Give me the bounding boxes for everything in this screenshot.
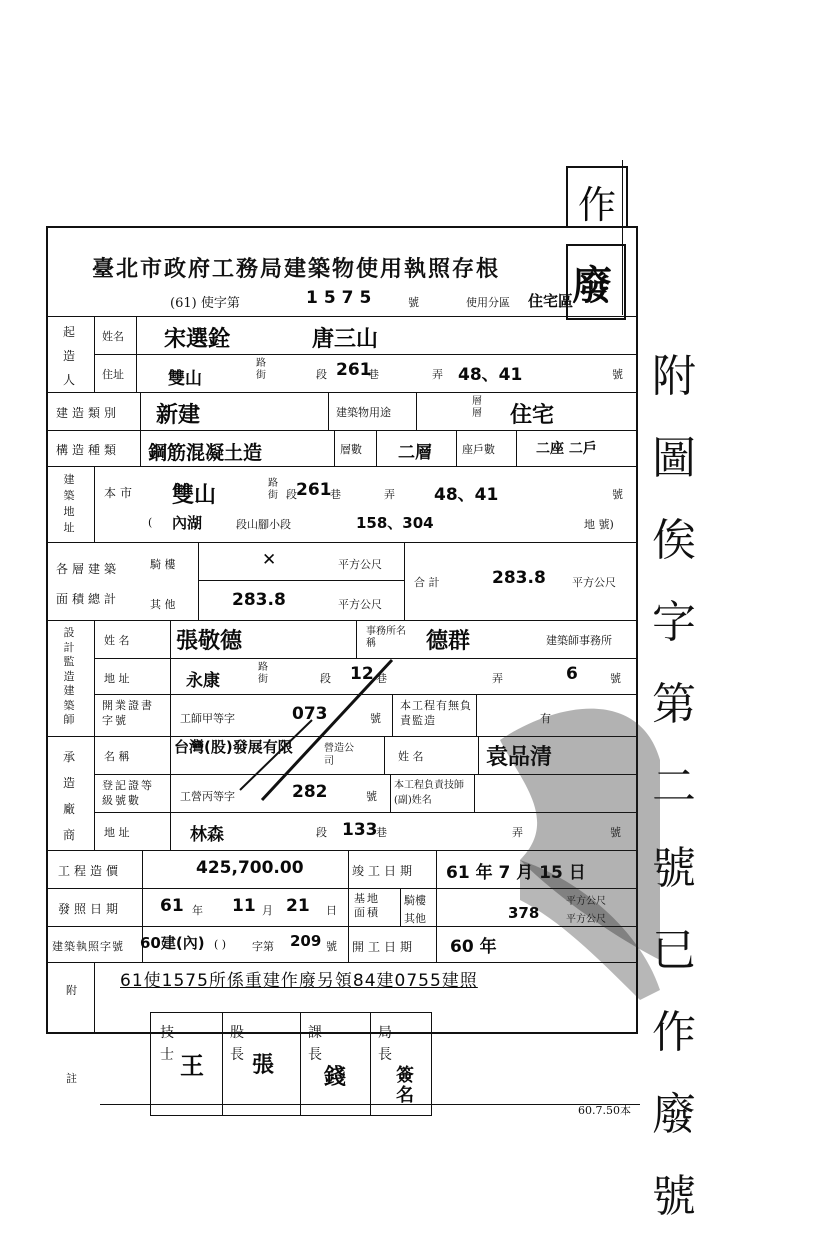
cancelled-stamp-char: 廢 xyxy=(572,263,612,309)
approval-cell-1: 技士 xyxy=(160,1025,174,1063)
applicant-lane: 261 xyxy=(336,360,372,380)
structure-type-value: 鋼筋混凝土造 xyxy=(148,442,263,464)
site-area-label: 基地面積 xyxy=(354,892,380,919)
approval-mark-4: 簽名 xyxy=(396,1065,414,1106)
notes-text: 61使1575所係重建作廢另領84建0755建照 xyxy=(120,971,478,991)
permit-paren: ( ) xyxy=(214,938,227,951)
contractor-person-label: 姓 名 xyxy=(398,750,424,763)
approval-mark-2: 張 xyxy=(252,1053,275,1078)
cancel-stroke-1 xyxy=(262,660,392,800)
architect-cert-suffix: 號 xyxy=(370,712,381,725)
notes-label-bottom: 註 xyxy=(66,1072,77,1085)
site-alley-label: 弄 xyxy=(384,488,395,501)
contractor-address-label: 地 址 xyxy=(104,826,130,839)
architect-number: 6 xyxy=(566,664,578,684)
approval-cell-3: 課長 xyxy=(308,1025,322,1063)
right-margin-note: 附 圖 俟 字 第 二 號 已 作 廢 號 xyxy=(652,351,696,1222)
issue-year-label: 年 xyxy=(192,904,203,917)
approval-cell-2: 股長 xyxy=(230,1025,244,1063)
contractor-lane: 133 xyxy=(342,820,378,840)
contractor-name-value: 台灣(股)發展有限 xyxy=(174,738,293,756)
applicant-number-label: 號 xyxy=(612,368,623,381)
architect-section-label: 設計監造建築師 xyxy=(63,626,75,726)
site-district: 雙山 xyxy=(172,483,217,508)
area-unit-1: 平方公尺 xyxy=(338,558,382,571)
architect-cert-no: 073 xyxy=(292,704,328,724)
site-land-numbers: 158、304 xyxy=(356,514,434,532)
architect-address-value: 永康 xyxy=(186,671,220,691)
architect-cert-label: 開業證書字號 xyxy=(102,699,154,727)
site-city: 本市 xyxy=(104,486,137,500)
building-use-floor-label: 層 層 xyxy=(472,396,482,419)
contractor-name-label: 名 稱 xyxy=(104,750,130,763)
area-other-value: 283.8 xyxy=(232,590,286,610)
area-unit-2: 平方公尺 xyxy=(338,598,382,611)
approval-mark-1: 王 xyxy=(180,1052,204,1080)
permit-no-suffix: 號 xyxy=(326,940,337,953)
issue-year: 61 xyxy=(160,896,184,916)
contractor-reg-label: 登記證等級號數 xyxy=(102,779,154,807)
completion-value: 61 年 7 月 15 日 xyxy=(446,863,586,883)
notes-label-top: 附 xyxy=(66,984,77,997)
architect-section-label-seg: 段 xyxy=(320,672,331,685)
area-label-line1: 各層建築 xyxy=(56,562,121,576)
units-label: 座戶數 xyxy=(462,443,495,456)
site-section-label: 段 xyxy=(286,488,297,501)
area-total-unit: 平方公尺 xyxy=(572,576,616,589)
site-area-arcade-label: 騎樓 xyxy=(404,894,426,907)
area-arcade-value: ✕ xyxy=(262,550,277,570)
applicant-name-1: 宋選銓 xyxy=(164,327,231,352)
contractor-reg-value: 工營丙等字 xyxy=(180,790,235,803)
form-title: 臺北市政府工務局建築物使用執照存根 xyxy=(92,256,501,282)
zone-label: 使用分區 xyxy=(466,296,510,309)
floors-label: 層數 xyxy=(340,443,362,456)
architect-supervise-label: 本工程有無負責監造 xyxy=(400,699,472,727)
contractor-person-value: 袁品清 xyxy=(486,745,553,770)
architect-office-label: 事務所名稱 xyxy=(366,626,406,649)
applicant-address-label: 住址 xyxy=(102,368,124,381)
applicant-number: 48、41 xyxy=(458,365,523,385)
permit-value: 60建(內) xyxy=(140,934,205,952)
contractor-number-label: 號 xyxy=(610,826,621,839)
zone-value: 住宅區 xyxy=(528,292,574,310)
architect-cert-value: 工師甲等字 xyxy=(180,712,235,725)
contractor-name-suffix: 營造公司 xyxy=(324,743,354,767)
area-other-label: 其 他 xyxy=(150,598,176,611)
units-value: 二座 二戶 xyxy=(536,441,597,457)
cancel-stroke-2 xyxy=(240,720,312,790)
contractor-lane-label: 巷 xyxy=(376,826,387,839)
area-total-label: 合 計 xyxy=(414,576,440,589)
site-label: 建築地址 xyxy=(63,473,75,534)
approval-mark-3: 錢 xyxy=(324,1065,347,1090)
building-use-value: 住宅 xyxy=(510,403,555,428)
architect-supervise-value: 有 xyxy=(540,712,551,725)
issue-label: 發照日期 xyxy=(58,902,123,916)
site-land-section: 段山腳小段 xyxy=(236,518,291,531)
cost-value: 425,700.00 xyxy=(196,858,304,878)
start-date-label: 開工日期 xyxy=(352,940,417,954)
contractor-reg-no: 282 xyxy=(292,782,328,802)
floors-value: 二層 xyxy=(398,443,432,463)
applicant-section-label: 起造人 xyxy=(62,325,75,387)
permit-no-value: 209 xyxy=(290,932,322,950)
issue-day: 21 xyxy=(286,896,310,916)
architect-office-value: 德群 xyxy=(426,629,471,654)
contractor-reg-suffix: 號 xyxy=(366,790,377,803)
architect-lane: 12 xyxy=(350,664,374,684)
architect-office-suffix: 建築師事務所 xyxy=(546,634,612,647)
site-lane: 261 xyxy=(296,480,332,500)
permit-label: 建築執照字號 xyxy=(52,940,124,953)
building-use-label: 建築物用途 xyxy=(336,406,391,419)
applicant-name-label: 姓名 xyxy=(102,330,124,343)
architect-road-label: 路 街 xyxy=(258,662,268,685)
permit-no-label: 字第 xyxy=(252,940,274,953)
architect-lane-label: 巷 xyxy=(376,672,387,685)
contractor-section-seg: 段 xyxy=(316,826,327,839)
footer-code: 60.7.50本 xyxy=(578,1104,631,1117)
site-area-other-label: 其他 xyxy=(404,912,426,925)
applicant-lane-label: 巷 xyxy=(368,368,379,381)
architect-alley-label: 弄 xyxy=(492,672,503,685)
site-land-district: 內湖 xyxy=(172,514,203,532)
applicant-section-seg: 段 xyxy=(316,368,327,381)
architect-name-label: 姓 名 xyxy=(104,634,130,647)
contractor-section-label: 承造廠商 xyxy=(62,750,75,842)
contractor-alley-label: 弄 xyxy=(512,826,523,839)
applicant-district: 雙山 xyxy=(168,369,202,389)
architect-name-value: 張敬德 xyxy=(176,629,243,654)
construction-type-value: 新建 xyxy=(156,403,201,428)
architect-address-label: 地 址 xyxy=(104,672,130,685)
architect-number-label: 號 xyxy=(610,672,621,685)
site-road-label: 路 街 xyxy=(268,478,278,501)
site-area-unit-2: 平方公尺 xyxy=(566,914,606,925)
contractor-address-value: 林森 xyxy=(190,825,224,845)
applicant-alley-label: 弄 xyxy=(432,368,443,381)
construction-type-label: 建造類別 xyxy=(56,406,121,420)
structure-type-label: 構造種類 xyxy=(56,443,121,457)
license-prefix: (61) 使字第 xyxy=(170,296,240,311)
approval-cell-4: 局長 xyxy=(378,1025,392,1063)
site-lane-label: 巷 xyxy=(330,488,341,501)
applicant-name-2: 唐三山 xyxy=(312,327,379,352)
applicant-road-label: 路 街 xyxy=(256,358,266,381)
area-total-value: 283.8 xyxy=(492,568,546,588)
contractor-tech-label: 本工程負責技師(副)姓名 xyxy=(394,780,464,806)
area-label-line2: 面積總計 xyxy=(56,592,121,606)
completion-label: 竣工日期 xyxy=(352,864,417,878)
issue-month: 11 xyxy=(232,896,256,916)
site-area-other-value: 378 xyxy=(508,904,540,922)
top-right-stamp-char: 作 xyxy=(578,183,617,227)
cost-label: 工程造價 xyxy=(58,864,123,878)
site-area-unit-1: 平方公尺 xyxy=(566,896,606,907)
license-number: 1575 xyxy=(306,288,378,308)
issue-day-label: 日 xyxy=(326,904,337,917)
site-number-label: 號 xyxy=(612,488,623,501)
start-date-value: 60 年 xyxy=(450,937,497,957)
site-number: 48、41 xyxy=(434,485,499,505)
site-land-close: 地 號) xyxy=(584,518,614,531)
issue-month-label: 月 xyxy=(262,904,273,917)
license-suffix: 號 xyxy=(408,296,419,309)
area-arcade-label: 騎 樓 xyxy=(150,558,176,571)
site-land-open: ( xyxy=(148,516,153,529)
